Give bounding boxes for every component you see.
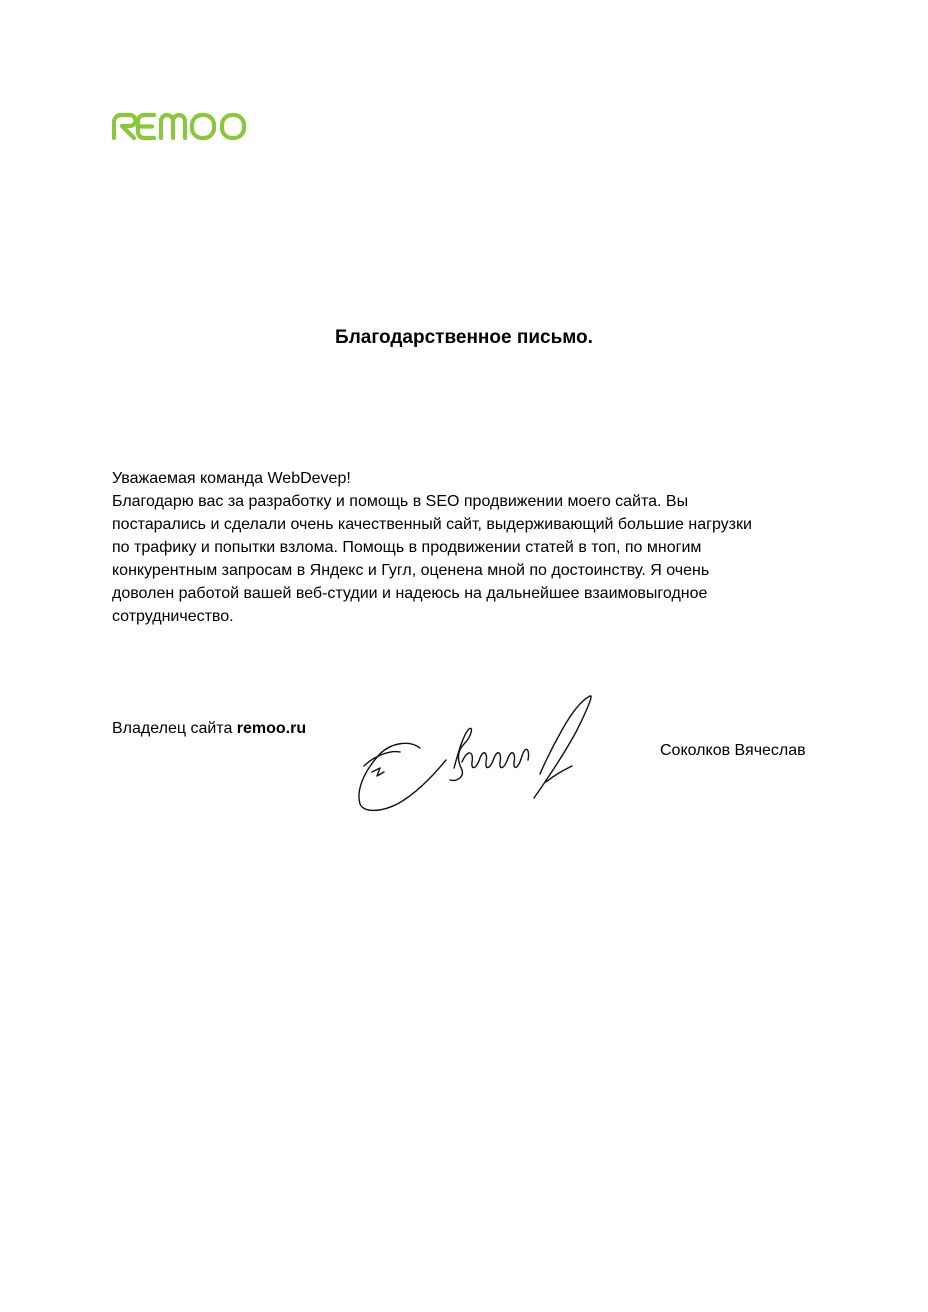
owner-line	[112, 718, 306, 740]
greeting: Уважаемая команда WebDevep!	[112, 470, 351, 487]
paragraph-line: по трафику и попытки взлома. Помощь в продвижении статей в топ, по многим	[112, 539, 702, 556]
paragraph-line: доволен работой вашей веб-студии и надеюсь на дальнейшее взаимовыгодное	[112, 585, 708, 602]
handwritten-signature	[350, 690, 600, 820]
letter-title: Благодарственное письмо.	[335, 327, 593, 348]
signer-name: Соколков Вячеслав	[660, 742, 806, 759]
paragraph-line: Благодарю вас за разработку и помощь в SEO продвижении моего сайта. Вы	[112, 493, 689, 510]
paragraph-line: постарались и сделали очень качественный сайт, выдерживающий большие нагрузки	[112, 516, 752, 533]
letter-body	[112, 467, 832, 628]
owner-site: remoo.ru	[236, 720, 307, 737]
remoo-logo	[110, 110, 250, 142]
paragraph-line: сотрудничество.	[112, 608, 234, 625]
paragraph-line: конкурентным запросам в Яндекс и Гугл, оценена мной по достоинству. Я очень	[112, 562, 710, 579]
owner-label: Владелец сайта	[112, 720, 237, 737]
